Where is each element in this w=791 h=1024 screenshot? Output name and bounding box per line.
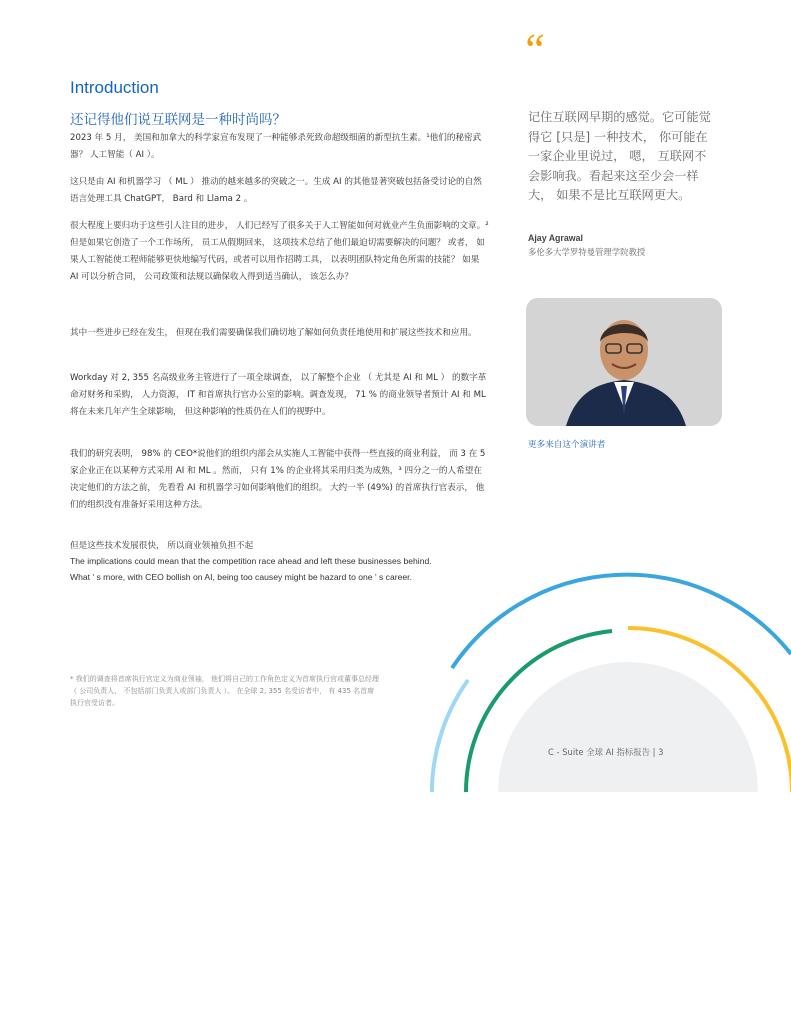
- page-footer: C - Suite 全球 AI 指标报告 | 3: [548, 747, 664, 757]
- body-paragraph-4: 其中一些进步已经在发生， 但现在我们需要确保我们确切地了解如何负责任地使用和扩展这些技术和应用。: [70, 328, 477, 338]
- arc-blue: [452, 575, 791, 668]
- body-paragraph-6: 我们的研究表明， 98% 的 CEO*说他们的组织内部会从实施人工智能中获得一些直接的商业利益， 而 3 在 5 家企业正在以某种方式采用 AI 和 ML 。然而， 只有 1% 的企业将其采用归类为成熟，³ 四分之一的人希望在决定他们的方法之前， 先看看 AI 和机器学习如何影响他们的组织。 大约一半 (49%) 的首席执行官表示， 他们的组织没有准备好采用这种方法。: [70, 449, 486, 510]
- body-paragraph-3: 很大程度上要归功于这些引人注目的进步， 人们已经写了很多关于人工智能如何对就业产生负面影响的文章。²但是如果它创造了一个工作场所， 员工从假期回来， 这项技术总结了他们最迫切需要解决的问题？ 或者， 如果人工智能使工程师能够更快地编写代码，或者可以用作招聘工具， 以表明团队特定角色所需的技能？ 如果 AI 可以分析合同， 公司政策和法规以确保收入得到适当确认， 该怎么办？: [70, 221, 489, 282]
- subheading: 还记得他们说互联网是一种时尚吗？: [70, 112, 286, 128]
- closing-zh: 但是这些技术发展很快， 所以商业领袖负担不起: [70, 541, 254, 551]
- more-from-speaker-link[interactable]: 更多来自这个演讲者: [528, 440, 606, 450]
- body-paragraph-1: 2023 年 5 月， 美国和加拿大的科学家宣布发现了一种能够杀死致命超级细菌的新型抗生素。¹他们的秘密武器？ 人工智能（ AI ）。: [70, 133, 482, 160]
- body-paragraph-2: 这只是由 AI 和机器学习 （ ML ） 推动的越来越多的突破之一。生成 AI 的其他显著突破包括备受讨论的自然语言处理工具 ChatGPT， Bard 和 Llama 2 。: [70, 177, 482, 204]
- arc-lightblue: [432, 680, 468, 800]
- quote-mark-icon: “: [521, 25, 546, 74]
- quote-author: Ajay Agrawal: [528, 233, 583, 243]
- closing-en-1: The implications could mean that the competition race ahead and left these businesses behind.: [70, 556, 432, 566]
- speaker-photo: [526, 298, 722, 426]
- section-title: Introduction: [70, 78, 159, 97]
- body-paragraph-5: Workday 对 2, 355 名高级业务主管进行了一项全球调查， 以了解整个企业 （ 尤其是 AI 和 ML ） 的数字革命对财务和采购， 人力资源， IT 和首席执行官办公室的影响。调查发现， 71 % 的商业领导者预计 AI 和 ML 将在未来几年产生全球影响， 但这种影响的性质仍在人们的视野中。: [70, 373, 487, 417]
- closing-en-2: What ' s more, with CEO bollish on AI, being too causey might be hazard to one ' s career.: [70, 572, 412, 582]
- pull-quote: 记住互联网早期的感觉。它可能觉得它 [只是] 一种技术， 你可能在一家企业里说过， 嗯， 互联网不会影响我。看起来这至少会一样大， 如果不是比互联网更大。: [528, 110, 711, 202]
- body-paragraph-7: [70, 538, 490, 584]
- semicircle-background: [498, 662, 758, 922]
- footnote: * 我们的调查将首席执行官定义为商业领袖， 他们将自己的工作角色定义为首席执行官或董事总经理 （ 公司负责人， 不包括部门负责人或部门负责人 ）。 在全球 2, 355 名受访者中， 有 435 名首席执行官受访者。: [70, 675, 379, 707]
- quote-author-title: 多伦多大学罗特曼管理学院教授: [528, 247, 646, 257]
